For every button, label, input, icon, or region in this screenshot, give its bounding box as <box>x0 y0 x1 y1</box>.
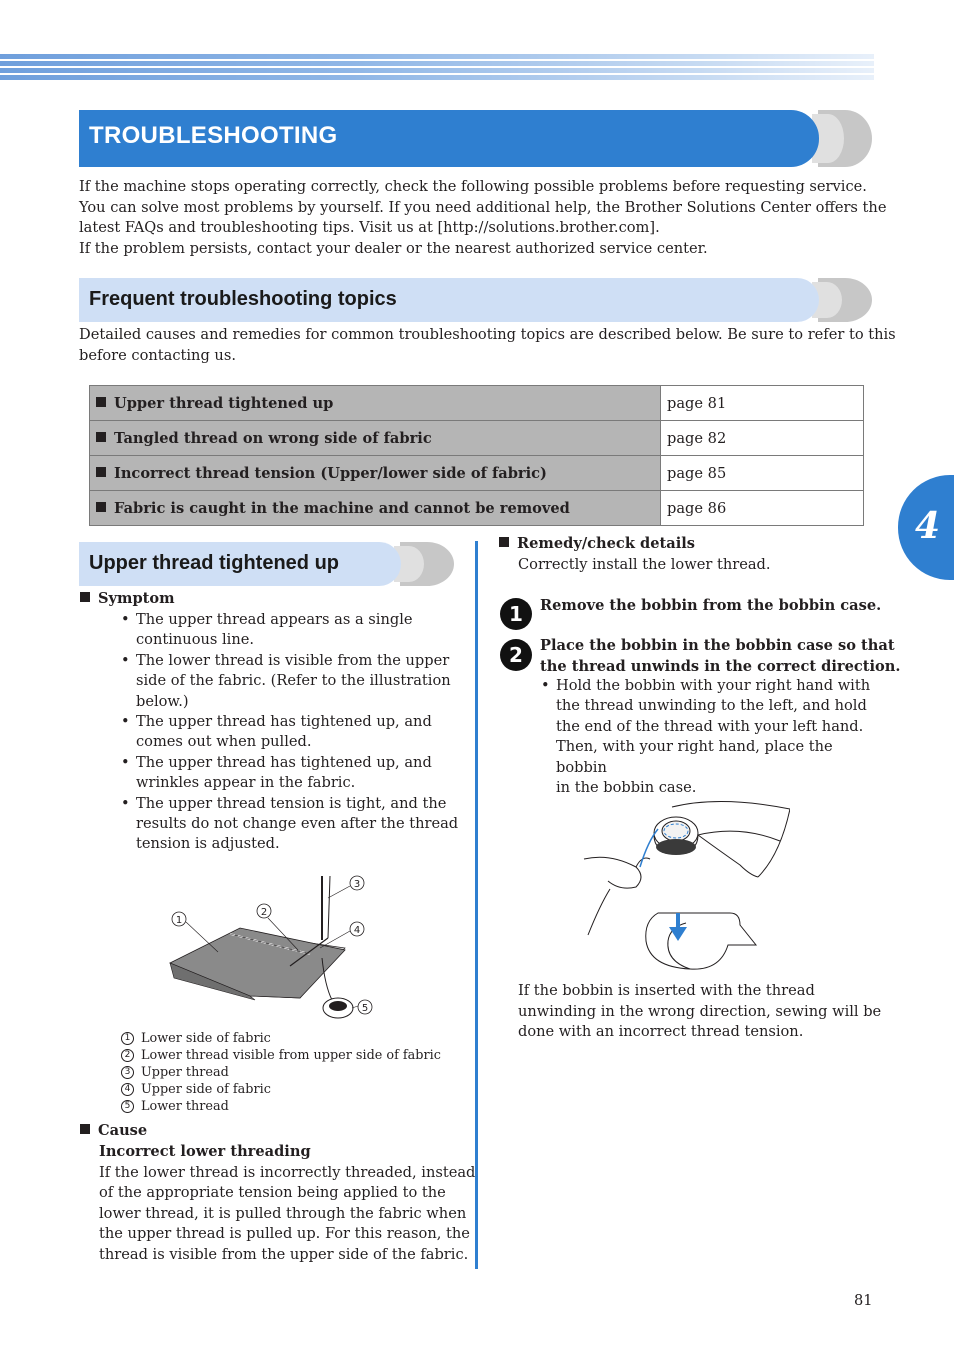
bullet-line: the thread unwinding to the left, and hold <box>556 697 867 715</box>
bullet-line: Then, with your right hand, place the bobbin <box>556 738 833 776</box>
legend-item <box>121 1030 441 1047</box>
topic-cell <box>90 456 661 491</box>
illustration-legend <box>121 1030 441 1115</box>
step-line: Remove the bobbin from the bobbin case. <box>540 597 882 614</box>
title-bar <box>79 110 819 167</box>
square-bullet-icon <box>499 537 509 547</box>
legend-number: 5 <box>121 1100 134 1113</box>
symptom-line: • The upper thread tension is tight, and the <box>136 794 447 812</box>
intro-line: If the problem persists, contact your dealer or the nearest authorized service center. <box>79 239 708 257</box>
cause-line: of the appropriate tension being applied to the <box>99 1184 446 1201</box>
square-bullet-icon <box>96 467 106 477</box>
callout-1: 1 <box>175 915 183 926</box>
fabric-illustration <box>160 868 380 1028</box>
step-1-text <box>540 595 881 616</box>
note-line: If the bobbin is inserted with the thread <box>518 982 815 999</box>
chapter-tab[interactable] <box>898 475 954 580</box>
bullet-line: • Hold the bobbin with your right hand with <box>556 677 871 694</box>
step-2-bullets <box>541 676 876 798</box>
column-divider <box>475 541 478 1269</box>
symptom-text: Symptom <box>98 590 175 607</box>
desc-line: Detailed causes and remedies for common troubleshooting topics are described below. Be sure to refer to this <box>79 326 896 343</box>
square-bullet-icon <box>80 1124 90 1134</box>
topic-label: Upper thread tightened up <box>114 394 334 412</box>
topic-label: Incorrect thread tension (Upper/lower side of fabric) <box>114 464 547 482</box>
symptom-line: • The upper thread has tightened up, and <box>136 753 432 771</box>
legend-text: Lower thread <box>141 1099 229 1114</box>
topic-page-link[interactable]: page 82 <box>661 421 864 456</box>
intro-line: You can solve most problems by yourself. If you need additional help, the Brother Solutions Center offers the <box>79 198 887 216</box>
legend-number: 4 <box>121 1083 134 1096</box>
cause-text: Cause <box>98 1122 148 1139</box>
frequent-topics-bar <box>79 278 819 322</box>
cause-line: thread is visible from the upper side of the fabric. <box>99 1245 469 1263</box>
table-row <box>90 421 864 456</box>
legend-text: Upper thread <box>141 1065 229 1080</box>
topic-page-link[interactable]: page 81 <box>661 386 864 421</box>
legend-text: Lower side of fabric <box>141 1031 271 1046</box>
topic-cell <box>90 491 661 526</box>
list-item <box>121 712 466 753</box>
legend-item <box>121 1064 441 1081</box>
symptom-line: • The upper thread appears as a single <box>136 611 413 628</box>
callout-4: 4 <box>353 925 361 936</box>
square-bullet-icon <box>96 432 106 442</box>
step-1-number: 1 <box>500 598 532 630</box>
symptom-list <box>121 610 466 855</box>
note-line: unwinding in the wrong direction, sewing will be <box>518 1002 882 1020</box>
intro-line: If the machine stops operating correctly, check the following possible problems before requesting service. <box>79 178 867 195</box>
bullet-line: the end of the thread with your left hand. <box>556 717 864 735</box>
topic-page-link[interactable]: page 85 <box>661 456 864 491</box>
symptom-line: tension is adjusted. <box>136 835 280 853</box>
chapter-number: 4 <box>915 505 941 547</box>
cause-line: If the lower thread is incorrectly threaded, instead <box>99 1163 476 1181</box>
upper-thread-heading: Upper thread tightened up <box>89 552 339 574</box>
legend-item <box>121 1047 441 1064</box>
callout-2: 2 <box>260 907 268 918</box>
legend-item <box>121 1081 441 1098</box>
frequent-description <box>79 325 896 366</box>
topic-label: Tangled thread on wrong side of fabric <box>114 429 432 447</box>
page-title: TROUBLESHOOTING <box>89 122 338 149</box>
callout-5: 5 <box>361 1003 369 1014</box>
legend-text: Upper side of fabric <box>141 1082 271 1097</box>
note-line: done with an incorrect thread tension. <box>518 1023 804 1040</box>
legend-number: 2 <box>121 1049 134 1062</box>
desc-line: before contacting us. <box>79 346 236 364</box>
square-bullet-icon <box>96 502 106 512</box>
topics-table <box>89 385 864 526</box>
step-2-number: 2 <box>500 639 532 671</box>
table-row <box>90 491 864 526</box>
step-line: the thread unwinds in the correct direction. <box>540 658 901 675</box>
cause-line: lower thread, it is pulled through the fabric when <box>99 1204 467 1222</box>
symptom-line: side of the fabric. (Refer to the illustration <box>136 672 451 690</box>
bobbin-insertion-illustration <box>580 795 790 973</box>
legend-item <box>121 1098 441 1115</box>
cause-title: Incorrect lower threading <box>99 1143 311 1160</box>
topic-cell <box>90 421 661 456</box>
symptom-line: wrinkles appear in the fabric. <box>136 774 356 792</box>
topic-label: Fabric is caught in the machine and cannot be removed <box>114 499 570 517</box>
step-line: Place the bobbin in the bobbin case so that <box>540 637 895 654</box>
list-item <box>121 753 466 794</box>
square-bullet-icon <box>80 592 90 602</box>
remedy-note <box>518 981 881 1043</box>
list-item <box>121 651 466 712</box>
intro-line: latest FAQs and troubleshooting tips. Visit us at [http://solutions.brother.com]. <box>79 219 660 236</box>
remedy-title: Remedy/check details <box>517 535 696 552</box>
symptom-line: continuous line. <box>136 631 255 649</box>
legend-text: Lower thread visible from upper side of fabric <box>141 1048 441 1063</box>
symptom-line: comes out when pulled. <box>136 733 312 751</box>
cause-line: the upper thread is pulled up. For this reason, the <box>99 1225 470 1242</box>
remedy-text: Correctly install the lower thread. <box>518 556 771 573</box>
topic-cell <box>90 386 661 421</box>
table-row <box>90 456 864 491</box>
square-bullet-icon <box>96 397 106 407</box>
symptom-line: • The upper thread has tightened up, and <box>136 713 432 731</box>
callout-3: 3 <box>353 879 361 890</box>
bullet-line: in the bobbin case. <box>556 779 697 797</box>
cause-body <box>99 1142 475 1265</box>
symptom-label <box>80 590 175 607</box>
intro-paragraph <box>79 177 886 259</box>
topic-page-link[interactable]: page 86 <box>661 491 864 526</box>
symptom-line: results do not change even after the thread <box>136 815 459 833</box>
remedy-label <box>499 535 695 552</box>
header-stripes <box>0 54 874 82</box>
legend-number: 1 <box>121 1032 134 1045</box>
cause-label <box>80 1122 147 1139</box>
page-number: 81 <box>854 1292 873 1309</box>
step-2-text <box>540 635 900 677</box>
list-item <box>121 610 466 651</box>
legend-number: 3 <box>121 1066 134 1079</box>
symptom-line: below.) <box>136 692 189 710</box>
table-row <box>90 386 864 421</box>
frequent-topics-heading: Frequent troubleshooting topics <box>89 288 397 310</box>
list-item <box>541 676 876 798</box>
upper-thread-bar <box>79 542 401 586</box>
list-item <box>121 794 466 855</box>
symptom-line: • The lower thread is visible from the upper <box>136 651 450 669</box>
